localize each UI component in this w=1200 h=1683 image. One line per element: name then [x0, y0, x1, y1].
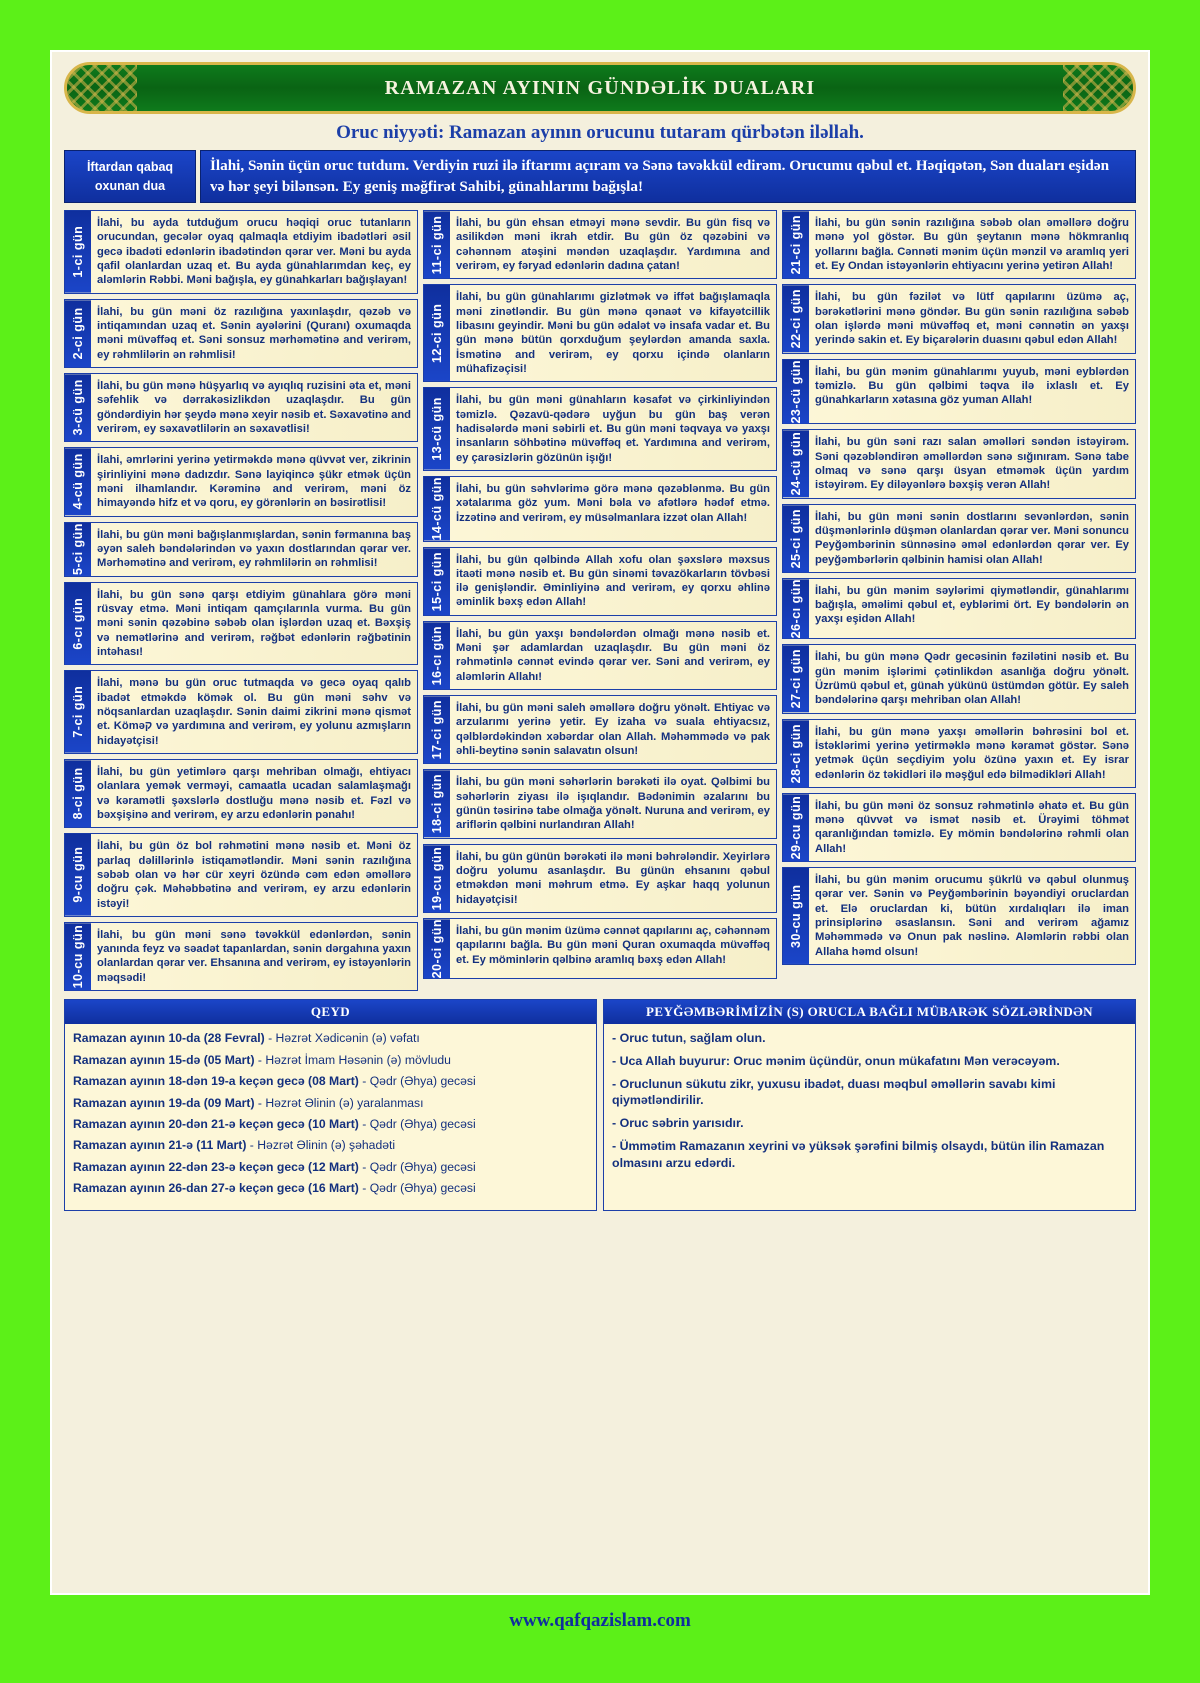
day-card	[64, 299, 418, 368]
saying-item: - Oruclunun sükutu zikr, yuxusu ibadət, duası məqbul əməllərin savabı kimi qiymətləndirilir.	[612, 1076, 1056, 1108]
day-dua-text: İlahi, bu gün sənə qarşı etdiyim günahlara görə məni rüsvay etmə. Məni intiqam qamçılarınla vurma. Bu gün məni sənin qəzəbinə səbəb olan işlərdən uzaq et. Bəxşiş və nemətlərinə and verirəm, rəğbət edənlərin rəğbətinin intəhası!	[97, 588, 411, 658]
day-dua-text: İlahi, bu gün mənim səylərimi qiymətləndir, günahlarımı bağışla, əməlimi qəbul et, eyblərimi ört. Ey bəndələrin ən yaxşı eşidən Allah!	[815, 584, 1129, 626]
day-card	[64, 447, 418, 516]
day-dua-text: İlahi, bu gün mənə Qədr gecəsinin fəzilətini nəsib et. Bu gün mənim işlərimi çətinlikdən asanlığa doğru yönəlt. Üzrümü qəbul et, günah yükünü üstümdən götür. Ey saleh bəndələrinə qarşı mehriban olan Allah!	[815, 651, 1129, 707]
days-column-1	[64, 210, 418, 991]
day-number: 7-ci gün	[65, 671, 91, 753]
day-card	[423, 621, 777, 690]
note-desc: - Həzrət Xədicənin (ə) vəfatı	[264, 1031, 420, 1046]
note-item	[73, 1030, 588, 1046]
note-date: Ramazan ayının 21-ə (11 Mart)	[73, 1138, 247, 1153]
day-number: 13-cü gün	[424, 388, 450, 470]
page-title: RAMAZAN AYININ GÜNDƏLİK DUALARI	[384, 76, 816, 99]
day-dua-text: İlahi, bu gün ehsan etməyi mənə sevdir. Bu gün fisq və asilikdən məni ikrah etdir. Bu gün öz qəzəbini və cəhənnəm atəşini məndən uzaqlaşdır. Yardımına and verirəm, ey fəryad edənlərin dadına çatan!	[456, 217, 770, 273]
day-card	[782, 210, 1136, 279]
day-card	[782, 793, 1136, 862]
day-number: 14-cü gün	[424, 477, 450, 541]
day-dua-text: İlahi, bu gün məni günahların kəsafət və çirkinliyindən təmizlə. Qəzavü-qədərə uyğun bu gün baş verən hadisələrdə məni səbirli et. Bu gün məni təqvaya və yaxşı insanların söhbətinə müvəffəq et. Yardımına and verirəm, ey çarəsizlərin gözünün işığı!	[456, 394, 770, 464]
days-grid	[64, 210, 1136, 991]
footer	[0, 1600, 1200, 1632]
day-card	[782, 578, 1136, 639]
day-card	[782, 284, 1136, 353]
note-item	[73, 1180, 588, 1196]
note-desc: - Qədr (Əhya) gecəsi	[358, 1074, 476, 1089]
day-card	[782, 644, 1136, 713]
note-desc: - Həzrət Əlinin (ə) şəhadəti	[246, 1138, 396, 1153]
notes-title: QEYD	[65, 1000, 596, 1024]
saying-item: - Oruc səbrin yarısıdır.	[612, 1116, 744, 1131]
day-number: 15-ci gün	[424, 548, 450, 615]
day-number: 11-ci gün	[424, 211, 450, 278]
day-dua-text: İlahi, əmrlərini yerinə yetirməkdə mənə qüvvət ver, zikrinin şirinliyini mənə dadızdır. Sənə layiqincə şükr etmək üçün məni ilhamlandır. Kərəminə and verirəm, məni öz himayəndə hifz et və qoru, ey görənlərin ən bəsirətlisi!	[97, 454, 411, 510]
day-number: 22-ci gün	[783, 285, 809, 352]
sayings-panel	[603, 999, 1136, 1211]
saying-item: - Oruc tutun, sağlam olun.	[612, 1031, 766, 1046]
day-number: 18-ci gün	[424, 770, 450, 837]
niyyet-text: Oruc niyyəti: Ramazan ayının orucunu tutaram qürbətən iləllah.	[336, 122, 864, 143]
day-number: 6-cı gün	[65, 583, 91, 665]
day-dua-text: İlahi, bu gün məni öz sonsuz rəhmətinlə əhatə et. Bu gün mənə qüvvət və ismət nəsib et. Ürəyimi töhmət qaranlığından təmizlə. Ey mömin bəndələrinə rəhmli olan Allah!	[815, 799, 1129, 855]
day-dua-text: İlahi, bu gün mənə hüşyarlıq və ayıqlıq ruzisini əta et, məni səfehlik və dərrakəsizlikdən uzaqlaşdır. Bu gün göndərdiyin hər şeydə mənə xeyir nəsib et. Səxavətinə and verirəm, ey səxavətlilərin ən səxavətlisi!	[97, 379, 411, 435]
note-item	[73, 1116, 588, 1132]
sayings-title: PEYĞƏMBƏRİMİZİN (S) ORUCLA BAĞLI MÜBARƏK SÖZLƏRİNDƏN	[604, 1000, 1135, 1024]
day-number: 30-cu gün	[783, 868, 809, 964]
day-card	[64, 522, 418, 577]
day-number: 2-ci gün	[65, 300, 91, 367]
day-number: 4-cü gün	[65, 448, 91, 515]
day-number: 9-cu gün	[65, 834, 91, 916]
note-desc: - Həzrət Əlinin (ə) yaralanması	[254, 1095, 424, 1110]
day-number: 27-ci gün	[783, 645, 809, 712]
note-date: Ramazan ayının 20-dən 21-ə keçən gecə (10 Mart)	[73, 1117, 359, 1132]
day-dua-text: İlahi, bu gün sənin razılığına səbəb olan əməllərə doğru mənə yol göstər. Bu gün şeytanın mənə hökmranlıq yollarını bağla. Cənnəti mənim üçün mənzil və aramlıq yeri et. Ey Ondan istəyənlərin ehtiyacını yerinə yetirən Allah!	[815, 217, 1129, 273]
day-dua-text: İlahi, bu gün fəzilət və lütf qapılarını üzümə aç, bərəkətlərini mənə göndər. Bu gün sənin razılığına səbəb olan işlərdə məni müvəffəq et, məni cənnətin ən yaxşı yerində sakin et. Ey biçarələrin duasını qəbul edən Allah!	[815, 291, 1129, 347]
day-dua-text: İlahi, bu gün mənə yaxşı əməllərin bəhrəsini bol et. İstəklərimi yerinə yetirməklə mənə kəramət göstər. Sənə yetmək üçün seçdiyim yolu özünə yaxın et. Ey israr edənlərin öz təkidləri ilə məşğul edə bilmədikləri Allah!	[815, 725, 1129, 781]
day-card	[423, 476, 777, 542]
day-card	[782, 429, 1136, 498]
saying-item: - Ümmətim Ramazanın xeyrini və yüksək şərəfini bilmiş olsaydı, bütün ilin Ramazan olmasını arzu edərdi.	[612, 1138, 1105, 1170]
day-dua-text: İlahi, bu gün öz bol rəhmətini mənə nəsib et. Məni öz parlaq dəlillərinlə istiqamətləndir. Məni sənin razılığına səbəb olan və hər cür xeyri özündə cəm edən əməllərə doğru çək. Məhəbbətinə and verirəm, ey arzu edənlərin istəyi!	[97, 840, 411, 910]
day-card	[423, 918, 777, 979]
days-column-2	[423, 210, 777, 991]
day-card	[782, 359, 1136, 425]
note-desc: - Həzrət İmam Həsənin (ə) mövludu	[254, 1052, 451, 1067]
day-card	[782, 504, 1136, 573]
day-dua-text: İlahi, bu ayda tutduğum orucu həqiqi oruc tutanların orucundan, gecələr oyaq qalmaqla etdiyim ibadətləri əsil gecə ibadəti edənlərin ibadətindən qərar ver. Məni bu ayda qafil olanlardan uzaq et. Bu ayda günahlarımdan keç, ey aləmlərin Rəbbi. Məni bağışla, ey günahkarları bağışlayan!	[97, 217, 411, 287]
day-card	[64, 922, 418, 991]
day-number: 5-ci gün	[65, 523, 91, 576]
day-number: 17-ci gün	[424, 696, 450, 763]
day-number: 19-cu gün	[424, 845, 450, 912]
day-dua-text: İlahi, bu gün günün bərəkəti ilə məni bəhrələndir. Xeyirlərə doğru yolumu asanlaşdır. Bu günün ehsanını qəbul etməkdən məni məhrum etmə. Ey aşkar haqq yolunun hidayətçisi!	[456, 850, 770, 906]
sayings-body	[604, 1024, 1135, 1185]
day-card	[64, 759, 418, 828]
day-dua-text: İlahi, bu gün günahlarımı gizlətmək və iffət bağışlamaqla məni zinətləndir. Bu gün mənə qənaət və kifayətcillik libasını geyindir. Məni bu gün ədalət və insafa vadar et. Bu gün mənə bütün qorxduğum şeylərdən amanda saxla. İsmətinə and verirəm, ey qorxu içində olanların mühafizəçisi!	[456, 291, 770, 375]
day-dua-text: İlahi, bu gün mənim üzümə cənnət qapılarını aç, cəhənnəm qapılarını bağla. Bu gün məni Quran oxumaqda müvəffəq et. Ey möminlərin qəlbinə aramlıq bəxş edən Allah!	[456, 925, 770, 966]
day-card	[423, 547, 777, 616]
note-date: Ramazan ayının 19-da (09 Mart)	[73, 1095, 255, 1110]
day-dua-text: İlahi, bu gün məni saleh əməllərə doğru yönəlt. Ehtiyac və arzularımı yerinə yetir. Ey izaha və suala ehtiyacsız, qəlblərdəkindən xəbərdar olan Allah. Məhəmmədə və pak əhli-beytinə sənin salavatın olsun!	[456, 702, 770, 758]
note-desc: - Qədr (Əhya) gecəsi	[358, 1159, 476, 1174]
day-card	[782, 719, 1136, 788]
note-item	[73, 1095, 588, 1111]
day-number: 28-ci gün	[783, 720, 809, 787]
note-desc: - Qədr (Əhya) gecəsi	[358, 1181, 476, 1196]
day-number: 3-cü gün	[65, 374, 91, 441]
day-number: 16-cı gün	[424, 622, 450, 689]
day-dua-text: İlahi, bu gün məni səhərlərin bərəkəti ilə oyat. Qəlbimi bu səhərlərin ziyası ilə işıqlandır. Bədənimin əzalarını bu günün təsirinə tabe olmağa yönəlt. Nuruna and verirəm, ey ariflərin qəlbini nurlandıran Allah!	[456, 776, 770, 832]
iftar-dua-text: İlahi, Sənin üçün oruc tutdum. Verdiyin ruzi ilə iftarımı açıram və Sənə təvəkkül edirəm. Orucumu qəbul et. Həqiqətən, Sən duaları eşidən və hər şeyi bilənsən. Ey geniş məğfirət Sahibi, günahlarımı bağışla!	[200, 150, 1136, 203]
day-card	[64, 670, 418, 754]
poster	[50, 50, 1150, 1595]
day-number: 10-cu gün	[65, 923, 91, 990]
day-number: 24-cü gün	[783, 430, 809, 497]
day-number: 25-ci gün	[783, 505, 809, 572]
day-dua-text: İlahi, bu gün mənim günahlarımı yuyub, məni eyblərdən təmizlə. Bu gün qəlbimi təqva ilə ixlaslı et. Ey günahkarların xətasına göz yuman Allah!	[815, 365, 1129, 407]
day-card	[64, 210, 418, 294]
day-number: 8-ci gün	[65, 760, 91, 827]
header-banner	[64, 62, 1136, 114]
note-date: Ramazan ayının 22-dən 23-ə keçən gecə (12 Mart)	[73, 1159, 359, 1174]
day-card	[64, 582, 418, 666]
day-dua-text: İlahi, bu gün səni razı salan əməlləri səndən istəyirəm. Səni qəzəbləndirən əməllərdən sənə sığınıram. Sənə tabe olmaq və sənə qarşı üsyan etməmək üçün yardım istəyirəm. Ey diləyənlərə bəxşiş verən Allah!	[815, 436, 1129, 492]
day-card	[423, 387, 777, 471]
day-card	[423, 769, 777, 838]
note-item	[73, 1137, 588, 1153]
day-dua-text: İlahi, bu gün yaxşı bəndələrdən olmağı mənə nəsib et. Məni şər adamlardan uzaqlaşdır. Bu gün məni öz rəhmətinlə cənnət evində qərar ver. Səni and verirəm, ey aləmlərin Allahı!	[456, 627, 770, 683]
day-dua-text: İlahi, bu gün səhvlərimə görə mənə qəzəblənmə. Bu gün xətalarıma göz yum. Məni bəla və afətlərə hədəf etmə. İzzətinə and verirəm, ey müsəlmanlara izzət olan Allah!	[456, 482, 770, 524]
day-number: 20-ci gün	[424, 919, 450, 978]
day-number: 26-cı gün	[783, 579, 809, 638]
day-card	[423, 844, 777, 913]
day-number: 21-ci gün	[783, 211, 809, 278]
day-dua-text: İlahi, bu gün məni öz razılığına yaxınlaşdır, qəzəb və intiqamından uzaq et. Sənin ayələrini (Quranı) oxumaqda məni müvəffəq et. Səni sonsuz mərhəmətinə and verirəm, ey rəhmlilərin ən rəhmlisi!	[97, 305, 411, 361]
iftar-dua-row	[64, 150, 1136, 203]
note-date: Ramazan ayının 15-də (05 Mart)	[73, 1052, 255, 1067]
iftar-label-line2: oxunan dua	[94, 178, 166, 193]
note-item	[73, 1159, 588, 1175]
day-dua-text: İlahi, bu gün məni bağışlanmışlardan, sənin fərmanına baş əyən saleh bəndələrindən və yaxın dostlarından qərar ver. Mərhəmətinə and verirəm, ey rəhmlilərin ən rəhmlisi!	[97, 528, 411, 570]
note-date: Ramazan ayının 10-da (28 Fevral)	[73, 1031, 265, 1046]
bottom-panels	[64, 999, 1136, 1211]
day-dua-text: İlahi, mənə bu gün oruc tutmaqda və gecə oyaq qalıb ibadət etməkdə kömək ol. Bu gün məni səhv və nöqsanlardan uzaqlaşdır. Sənin daimi zikrini mənə qismət et. Köməק və yardımına and verirəm, ey yolunu azmışların hidayətçisi!	[97, 677, 411, 747]
note-date: Ramazan ayının 26-dan 27-ə keçən gecə (16 Mart)	[73, 1181, 359, 1196]
day-dua-text: İlahi, bu gün məni sənin dostlarını sevənlərdən, sənin düşmənlərinlə düşmən olanlardan qərar ver. Məni sonuncu Peyğəmbərinin sünnəsinə əməl edənlərdən qərar ver. Ey peyğəmbərlərin qəlbinin hamisi olan Allah!	[815, 510, 1129, 566]
day-card	[64, 833, 418, 917]
note-item	[73, 1073, 588, 1089]
day-card	[423, 284, 777, 382]
website-link[interactable]: www.qafqazislam.com	[509, 1610, 691, 1631]
notes-body	[65, 1024, 596, 1210]
day-dua-text: İlahi, bu gün mənim orucumu şükrlü və qəbul olunmuş qərar ver. Sənin və Peyğəmbərinin bəyəndiyi oruclardan et. Elə oruclardan ki, bütün xırdalıqları ilə iman prinsiplərinə əsaslansın. Səni and verirəm ağamız Məhəmmədə və Onun pak nəslinə. Aləmlərin rəbbi olan Allaha həmd olsun!	[815, 874, 1129, 958]
day-card	[423, 210, 777, 279]
day-card	[423, 695, 777, 764]
days-column-3	[782, 210, 1136, 991]
day-dua-text: İlahi, bu gün yetimlərə qarşı mehriban olmağı, ehtiyacı olanlara yemək verməyi, camaatla ucadan salamlaşmağı və kəramətli şəxslərlə dostluğu mənə nəsib et. Fəzl və bəxşişinə and verirəm, ey arzu edənlərin pənahı!	[97, 765, 411, 821]
day-card	[782, 867, 1136, 965]
notes-panel	[64, 999, 597, 1211]
day-number: 12-ci gün	[424, 285, 450, 381]
day-number: 29-cu gün	[783, 794, 809, 861]
note-desc: - Qədr (Əhya) gecəsi	[358, 1117, 476, 1132]
day-dua-text: İlahi, bu gün qəlbində Allah xofu olan şəxslərə məxsus itaəti mənə nəsib et. Bu gün sinəmi təvazökarların tövbəsi ilə genişləndir. Əminliyinə and verirəm, ey qorxu əhlinə əminlik bəxş edən Allah!	[456, 553, 770, 609]
saying-item: - Uca Allah buyurur: Oruc mənim üçündür, onun mükafatını Mən verəcəyəm.	[612, 1053, 1060, 1068]
note-item	[73, 1052, 588, 1068]
iftar-dua-label	[64, 150, 196, 203]
day-number: 1-ci gün	[65, 211, 91, 293]
day-card	[64, 373, 418, 442]
day-number: 23-cü gün	[783, 360, 809, 424]
day-dua-text: İlahi, bu gün məni sənə təvəkkül edənlərdən, sənin yanında feyz və səadət tapanlardan, sənin dərgahına yaxın olanlardan qərar ver. Ehsanına and verirəm, ey istəyənlərin məqsədi!	[97, 928, 411, 984]
note-date: Ramazan ayının 18-dən 19-a keçən gecə (08 Mart)	[73, 1074, 359, 1089]
iftar-label-line1: İftardan qabaq	[86, 159, 174, 174]
